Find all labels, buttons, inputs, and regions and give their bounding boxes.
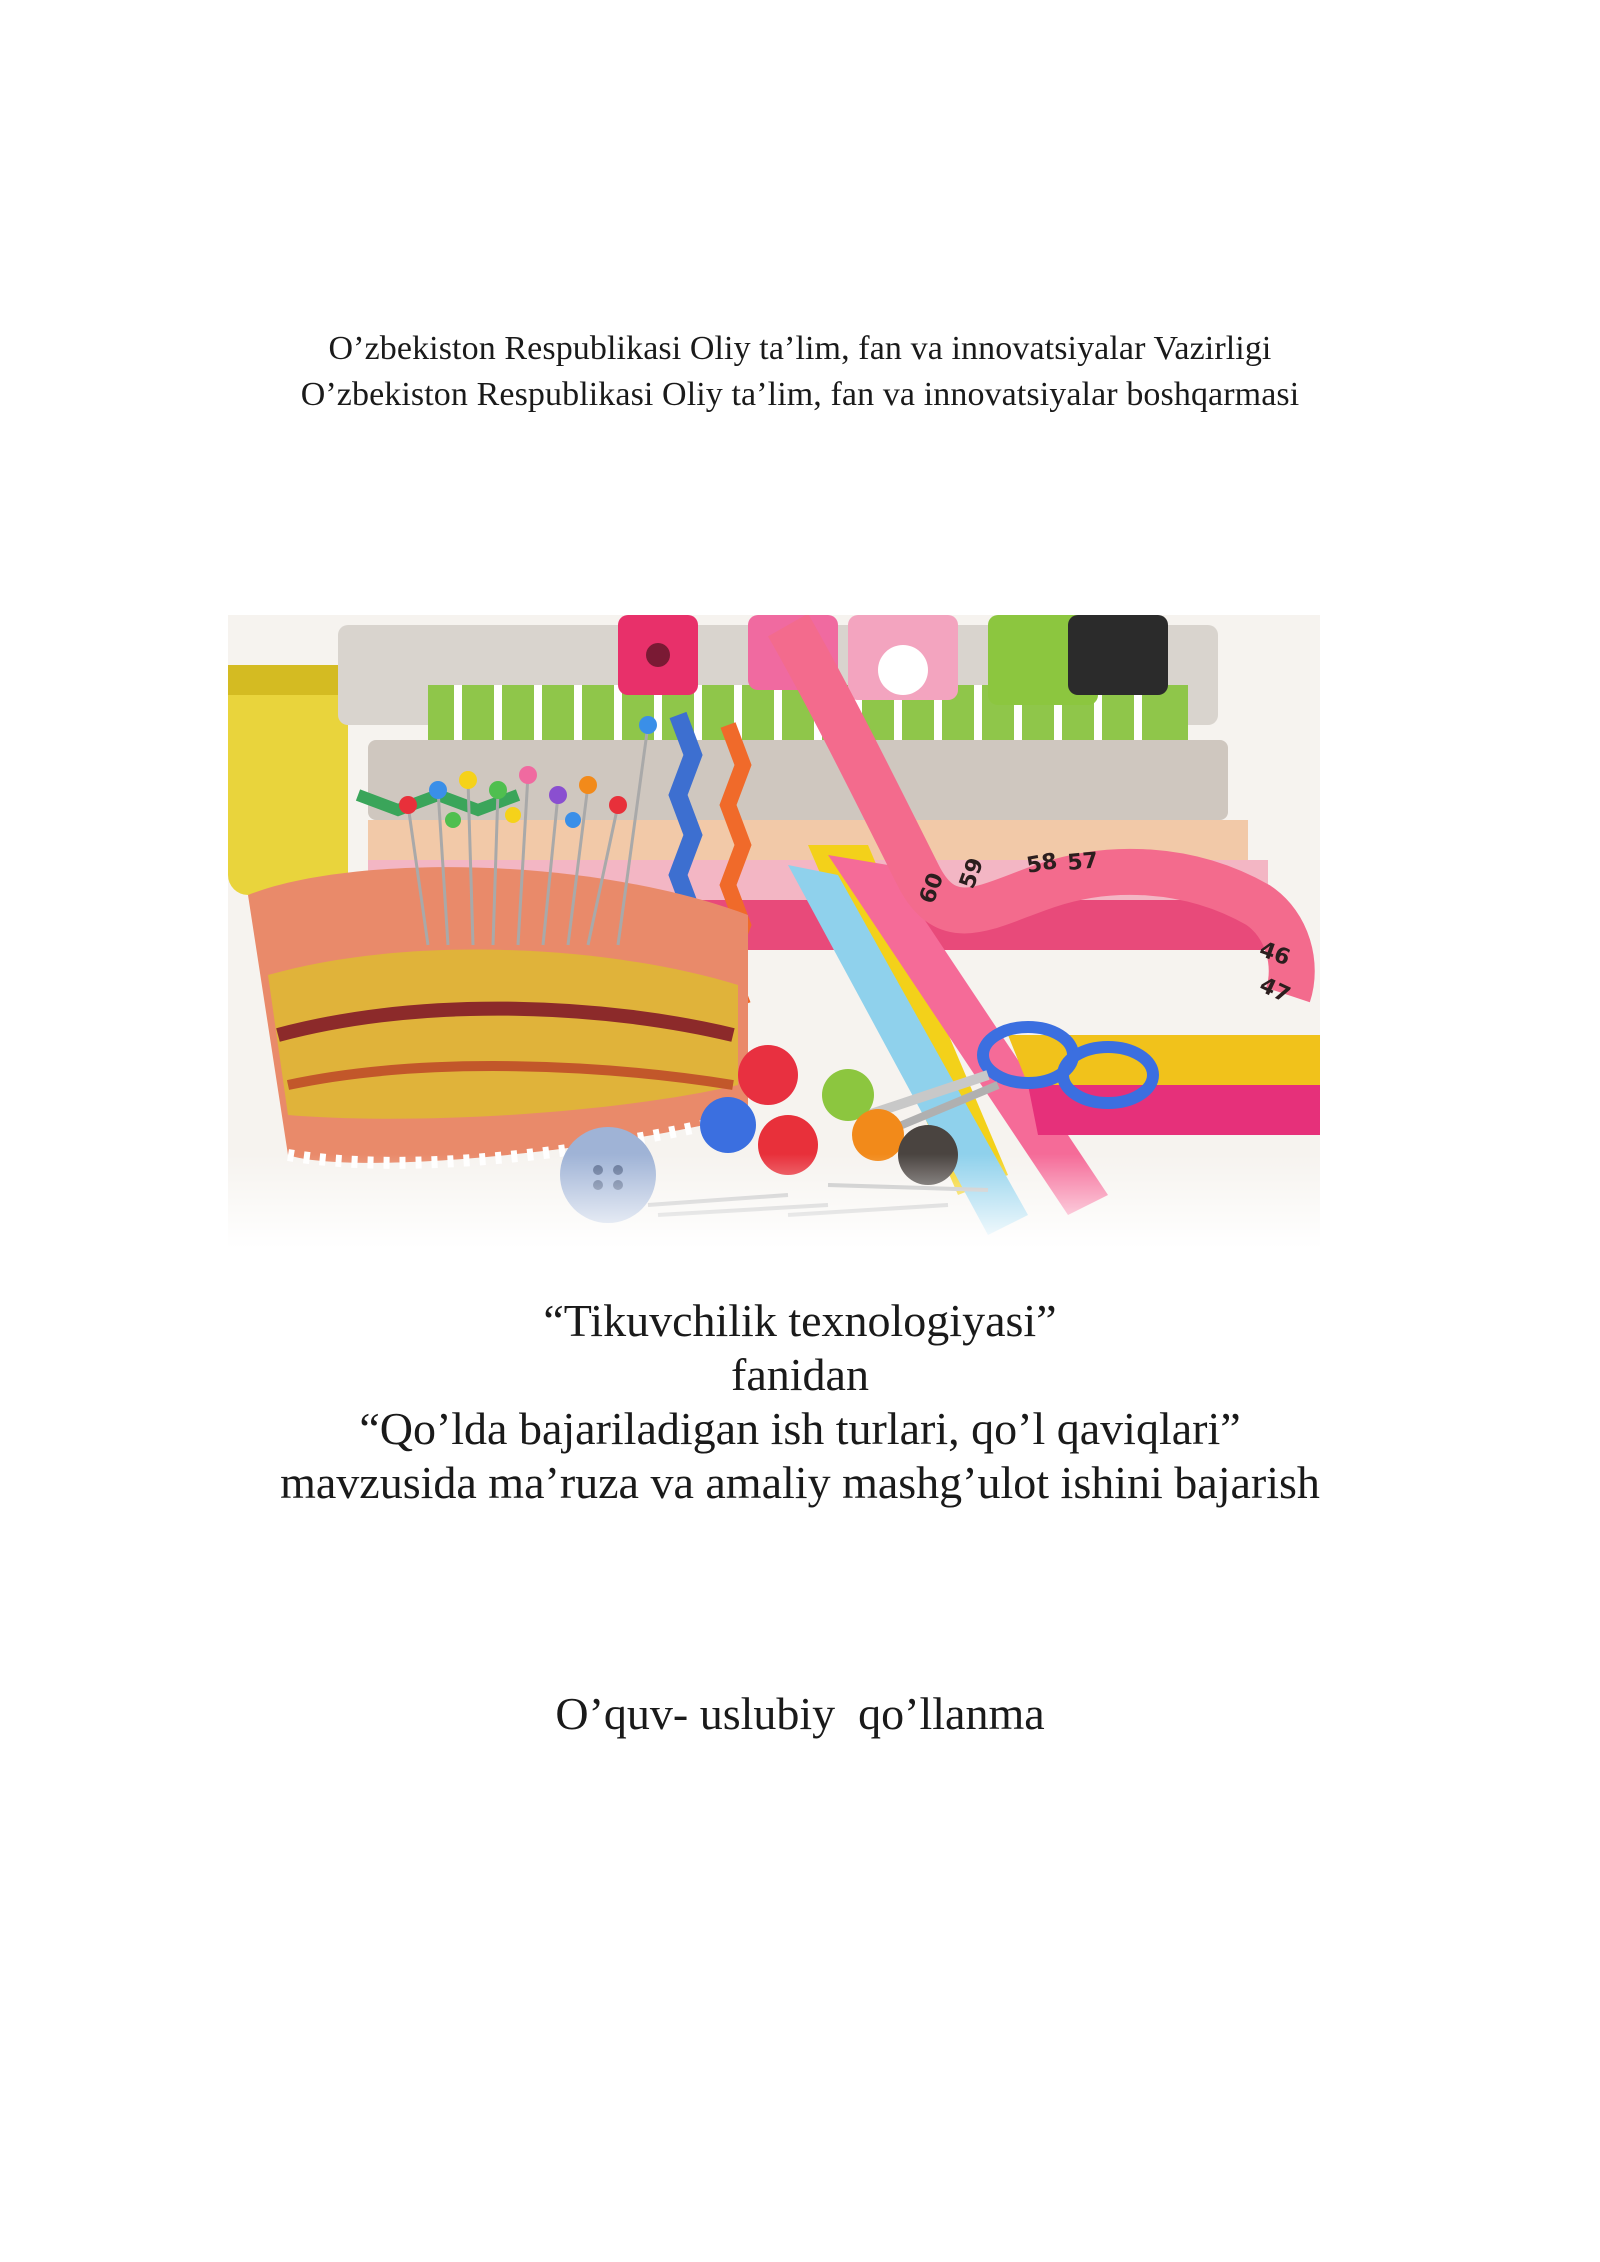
topic-description: mavzusida ma’ruza va amaliy mashg’ulot ishini bajarish [280, 1457, 1320, 1508]
ministry-header [0, 326, 1600, 418]
document-type: O’quv- uslubiy qo’llanma [555, 1688, 1045, 1739]
fanidan-label: fanidan [731, 1349, 869, 1400]
sewing-supplies-illustration [228, 615, 1320, 1249]
ministry-name: O’zbekiston Respublikasi Oliy ta’lim, fan va innovatsiyalar Vazirligi [328, 330, 1272, 367]
topic-title: “Qo’lda bajariladigan ish turlari, qo’l qaviqlari” [359, 1403, 1241, 1454]
department-name: O’zbekiston Respublikasi Oliy ta’lim, fan va innovatsiyalar boshqarmasi [300, 376, 1300, 413]
subject-title: “Tikuvchilik texnologiyasi” [543, 1295, 1057, 1346]
title-block [0, 1294, 1600, 1510]
